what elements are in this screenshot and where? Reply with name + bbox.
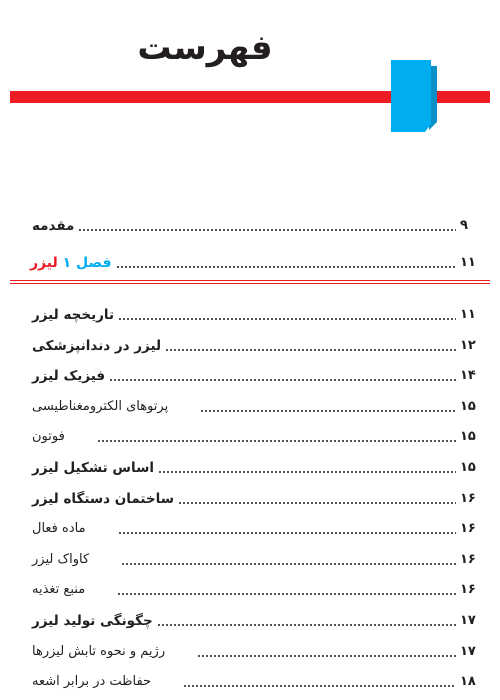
- toc-page-number: ۱۶: [460, 521, 476, 537]
- toc-page-number: ۱۶: [460, 551, 476, 567]
- dot-leader: [116, 266, 456, 268]
- toc-entry-label: ماده فعال: [30, 517, 86, 541]
- chapter-number: فصل ۱: [62, 255, 112, 271]
- toc-entry-label: فوتون: [30, 425, 65, 449]
- chapter-heading: [30, 255, 112, 271]
- toc-page-number: ۱۴: [460, 368, 476, 384]
- bookmark-ribbon-icon: [385, 60, 441, 132]
- toc-entry-label: فیزیک لیزر: [30, 364, 105, 388]
- dot-leader: [78, 229, 456, 231]
- toc-row[interactable]: [30, 364, 482, 388]
- dot-leader: [183, 685, 456, 687]
- dot-leader: [97, 440, 456, 442]
- toc-row[interactable]: [30, 609, 482, 633]
- toc-entry-label: حفاظت در برابر اشعه: [30, 670, 151, 694]
- dot-leader: [158, 471, 456, 473]
- toc-page-number: ۱۶: [460, 490, 476, 506]
- dot-leader: [200, 410, 456, 412]
- toc-row[interactable]: [30, 578, 482, 602]
- toc-entry-label: اساس تشکیل لیزر: [30, 456, 154, 480]
- dot-leader: [118, 532, 456, 534]
- toc-row[interactable]: [30, 487, 482, 511]
- toc-entry-label: پرتوهای الکترومغناطیسی: [30, 395, 168, 419]
- page-title: فهرست: [137, 28, 273, 68]
- toc-row-chapter[interactable]: [30, 251, 482, 275]
- dot-leader: [118, 318, 456, 320]
- toc-row[interactable]: [30, 303, 482, 327]
- toc-page-number: ۱۲: [460, 337, 476, 353]
- toc-page-number: ۱۸: [460, 674, 476, 690]
- toc-page-number: ۱۵: [460, 429, 476, 445]
- toc-page-number: ۱۶: [460, 582, 476, 598]
- dot-leader: [157, 624, 456, 626]
- toc-row[interactable]: [30, 517, 482, 541]
- toc-row[interactable]: [30, 670, 482, 694]
- toc-page-number: ۹: [460, 218, 468, 233]
- toc-entry-label: ساختمان دستگاه لیزر: [30, 487, 174, 511]
- toc-entry-label: منبع تغذیه: [30, 578, 85, 602]
- toc-row[interactable]: [30, 334, 482, 358]
- toc-page-number: ۱۷: [460, 613, 476, 628]
- toc-page-number: ۱۵: [460, 398, 476, 414]
- dot-leader: [197, 655, 456, 657]
- toc-entry-label: رژیم و نحوه تابش لیزرها: [30, 640, 165, 664]
- toc-page-number: ۱۱: [460, 255, 476, 270]
- toc-page-number: ۱۷: [460, 643, 476, 659]
- toc-row[interactable]: [30, 640, 482, 664]
- toc-row-intro[interactable]: [30, 214, 482, 238]
- toc-entry-label: چگونگی تولید لیزر: [30, 609, 153, 633]
- toc-row[interactable]: [30, 395, 482, 419]
- chapter-divider: [10, 280, 490, 285]
- toc-entry-label: کاواک لیزر: [30, 548, 89, 572]
- chapter-name: لیزر: [30, 255, 58, 271]
- dot-leader: [109, 379, 456, 381]
- dot-leader: [165, 349, 456, 351]
- toc-page-number: ۱۱: [460, 307, 476, 322]
- toc-entry-label: تاریخچه لیزر: [30, 303, 114, 327]
- dot-leader: [117, 593, 456, 595]
- toc-row[interactable]: [30, 425, 482, 449]
- dot-leader: [121, 563, 456, 565]
- toc-entry-label: مقدمه: [30, 214, 74, 238]
- toc-page-number: ۱۵: [460, 460, 476, 475]
- toc-row[interactable]: [30, 548, 482, 572]
- toc-row[interactable]: [30, 456, 482, 480]
- toc-entry-label: لیزر در دندانپزشکی: [30, 334, 161, 358]
- dot-leader: [178, 502, 456, 504]
